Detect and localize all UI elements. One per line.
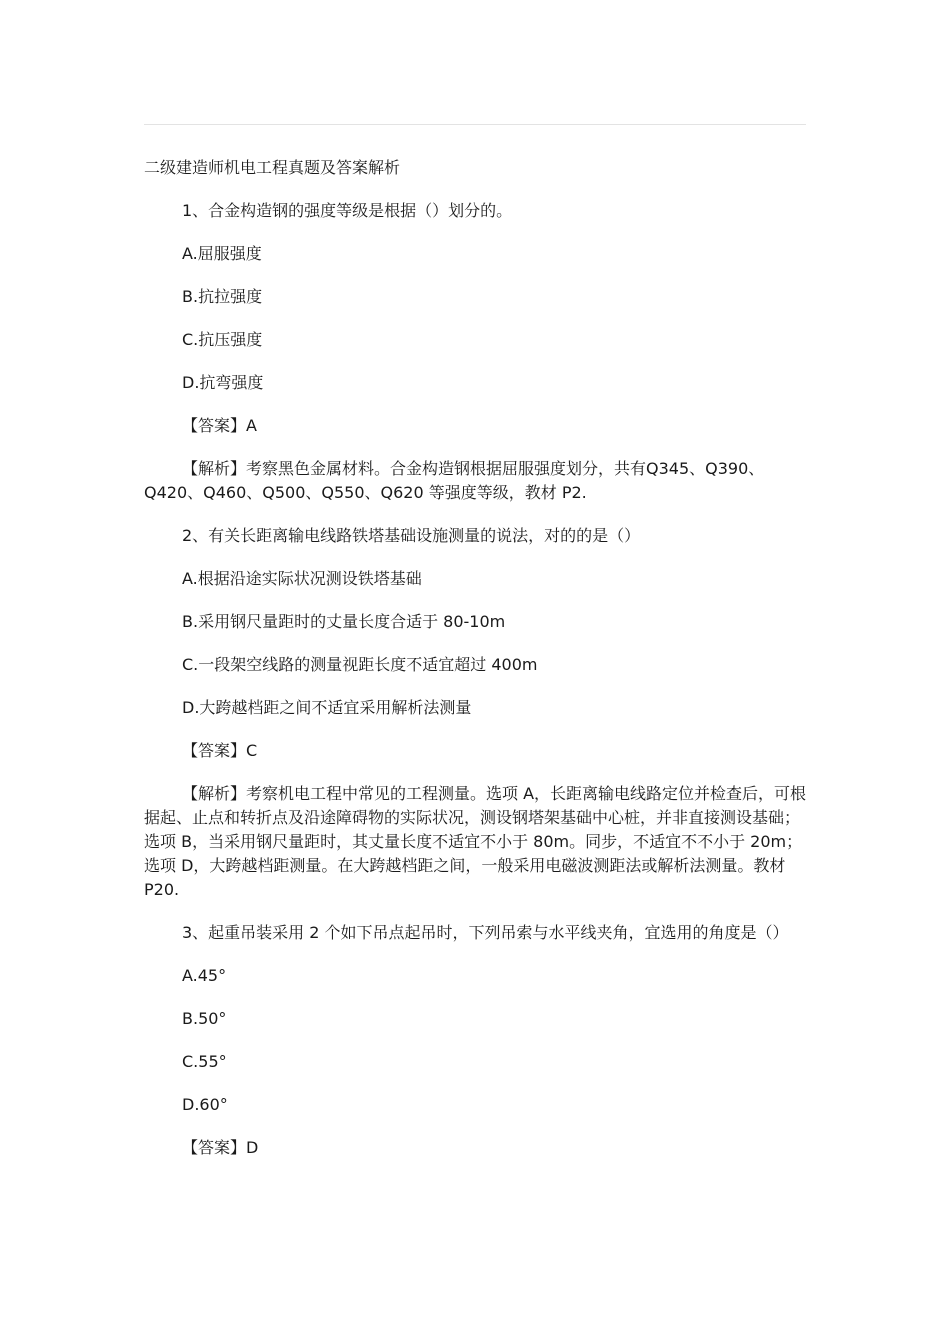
answer-label: 【答案】D <box>182 1138 259 1157</box>
answer-label: 【答案】A <box>182 416 257 435</box>
question-2 <box>144 524 808 902</box>
analysis-text: 【解析】考察黑色金属材料。合金构造钢根据屈服强度划分，共有Q345、Q390、Q420、Q460、Q500、Q550、Q620 等强度等级，教材 P2. <box>144 459 765 502</box>
option-d: D.抗弯强度 <box>182 373 264 392</box>
analysis-text: 【解析】考察机电工程中常见的工程测量。选项 A，长距离输电线路定位并检查后，可根据起、止点和转折点及沿途障碍物的实际状况，测设钢塔架基础中心桩，并非直接测设基础；选项 B，当采用钢尺量距时，其丈量长度不适宜不小于 80m。同步，不适宜不不小于 20m；选项 D，大跨越档距测量。在大跨越档距之间，一般采用电磁波测距法或解析法测量。教材 P20. <box>144 784 807 899</box>
option-a: A.屈服强度 <box>182 244 262 263</box>
question-stem: 1、合金构造钢的强度等级是根据（）划分的。 <box>182 201 513 220</box>
option-b: B.50° <box>182 1009 227 1028</box>
option-a: A.根据沿途实际状况测设铁塔基础 <box>182 569 422 588</box>
question-stem: 3、起重吊装采用 2 个如下吊点起吊时，下列吊索与水平线夹角，宜选用的角度是（） <box>182 923 789 942</box>
question-stem: 2、有关长距离输电线路铁塔基础设施测量的说法，对的的是（） <box>182 526 641 545</box>
question-1 <box>144 199 808 505</box>
question-3 <box>144 921 808 1160</box>
answer-label: 【答案】C <box>182 741 258 760</box>
option-c: C.抗压强度 <box>182 330 263 349</box>
option-a: A.45° <box>182 966 227 985</box>
header-divider <box>144 124 806 125</box>
option-b: B.抗拉强度 <box>182 287 263 306</box>
document-body <box>144 156 808 1179</box>
option-c: C.一段架空线路的测量视距长度不适宜超过 400m <box>182 655 538 674</box>
option-d: D.大跨越档距之间不适宜采用解析法测量 <box>182 698 472 717</box>
option-d: D.60° <box>182 1095 228 1114</box>
option-b: B.采用钢尺量距时的丈量长度合适于 80-10m <box>182 612 506 631</box>
document-title: 二级建造师机电工程真题及答案解析 <box>144 158 401 177</box>
option-c: C.55° <box>182 1052 227 1071</box>
